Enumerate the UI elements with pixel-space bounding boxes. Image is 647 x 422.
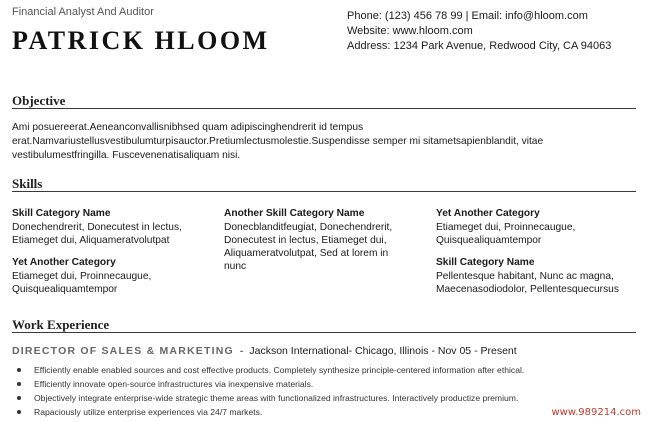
job-responsibilities-list [16, 363, 626, 419]
skill-category-title: Yet Another Category [12, 257, 116, 268]
skills-column-2 [224, 207, 429, 273]
skill-category [12, 207, 217, 247]
experience-heading: Work Experience [12, 317, 110, 332]
job-heading [12, 345, 517, 357]
skill-category-line: Maecenasodiodolor, Pellentesquecursus [436, 284, 619, 295]
objective-divider [12, 108, 636, 109]
skill-category-line: nunc [224, 261, 247, 272]
skills-column-1 [12, 207, 217, 296]
skill-category-line: Donechendrerit, Donecutest in lectus, [12, 222, 182, 233]
list-item: Objectively integrate enterprise-wide strategic theme areas with functionalized infrastructures. Interactively productize premium. [16, 391, 626, 405]
skill-category [436, 207, 636, 247]
skill-category [12, 256, 217, 296]
job-employer-location-dates: Jackson International- Chicago, Illinois - Nov 05 - Present [249, 345, 517, 357]
contact-address: Address: 1234 Park Avenue, Redwood City, CA 94063 [347, 40, 612, 52]
list-item: Efficiently innovate open-source infrastructures via inexpensive materials. [16, 377, 626, 391]
list-item: Rapaciously utilize enterprise experiences via 24/7 markets. [16, 405, 626, 419]
contact-website: Website: www.hloom.com [347, 25, 473, 37]
skill-category [224, 207, 429, 273]
candidate-name: PATRICK HLOOM [12, 26, 270, 55]
list-item: Efficiently enable enabled sources and cost effective products. Completely synthesize principle-centered information after ethical. [16, 363, 626, 377]
skill-category-line: Donecblanditfeugiat, Donechendrerit, [224, 222, 393, 233]
skill-category-line: Etiameget dui, Proinnecaugue, [436, 222, 576, 233]
skill-category-title: Skill Category Name [12, 208, 111, 219]
skills-column-3 [436, 207, 636, 296]
objective-text: Ami posuereerat.Aeneanconvallisnibhsed quam adipiscinghendrerit id tempus erat.Namvariustellusvestibulumturpisauctor.Pretiumlectusmolestie.Suspendisse semper mi sitametsapienblandit, vitae vestibulumestfringilla. Fuscevenenatisaliquam nisi. [12, 122, 544, 161]
skill-category-line: Etiameget dui, Aliquameratvolutpat [12, 235, 170, 246]
experience-divider [12, 332, 636, 333]
skill-category-title: Yet Another Category [436, 208, 540, 219]
skill-category-line: Aliquameratvolutpat, Sed at lorem in [224, 248, 389, 259]
contact-block [347, 9, 611, 54]
skills-divider [12, 191, 636, 192]
job-title: DIRECTOR OF SALES & MARKETING [12, 345, 234, 357]
skill-category-line: Quisquealiquamtempor [436, 235, 542, 246]
job-role-subtitle: Financial Analyst And Auditor [12, 6, 154, 18]
skill-category-line: Pellentesque habitant, Nunc ac magna, [436, 271, 614, 282]
skill-category-line: Quisquealiquamtempor [12, 284, 118, 295]
contact-phone-email: Phone: (123) 456 78 99 | Email: info@hloom.com [347, 10, 588, 22]
skill-category [436, 256, 636, 296]
skill-category-title: Skill Category Name [436, 257, 535, 268]
objective-heading: Objective [12, 93, 66, 108]
skill-category-title: Another Skill Category Name [224, 208, 365, 219]
resume-header [12, 6, 637, 66]
watermark: www.989214.com [551, 407, 641, 418]
skill-category-line: Etiameget dui, Proinnecaugue, [12, 271, 152, 282]
skill-category-line: Donecutest in lectus, Etiameget dui, [224, 235, 387, 246]
skills-heading: Skills [12, 176, 43, 191]
job-separator: - [239, 345, 244, 357]
